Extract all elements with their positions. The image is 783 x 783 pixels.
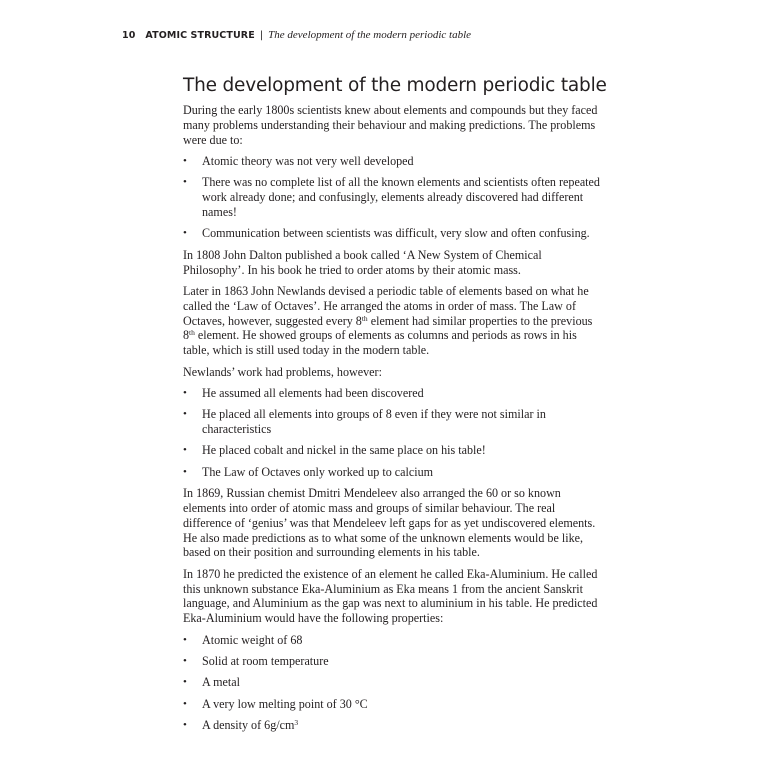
- list-item: [183, 154, 603, 169]
- list-item-text: There was no complete list of all the known elements and scientists often repeated work already done; and confusingly, elements already discovered had different names!: [202, 175, 600, 219]
- list-item-text: He assumed all elements had been discovered: [202, 385, 424, 400]
- newlands-problems-list: [183, 386, 603, 480]
- bullet-icon: •: [183, 386, 187, 399]
- eka-aluminium-paragraph: In 1870 he predicted the existence of an element he called Eka-Aluminium. He called this unknown substance Eka-Aluminium as Eka means 1 from the ancient Sanskrit language, and Aluminium as the gap was next to aluminium in his table. He predicted Eka-Aluminium would have the following properties:: [183, 566, 598, 626]
- list-item: [183, 407, 603, 437]
- page-number: 10: [122, 30, 136, 41]
- newlands-paragraph: [183, 284, 603, 358]
- list-item: [183, 718, 603, 733]
- list-item: [183, 654, 603, 669]
- list-item: [183, 386, 603, 401]
- mendeleev-paragraph: In 1869, Russian chemist Dmitri Mendeleev also arranged the 60 or so known elements into order of atomic mass and groups of similar behaviour. The real difference of ‘genius’ was that Mendeleev left gaps for as yet undiscovered elements. He also made predictions as to what some of the unknown elements would be like, based on their position and surrounding elements in his table.: [183, 486, 596, 560]
- chapter-title: The development of the modern periodic table: [268, 29, 472, 41]
- bullet-icon: •: [183, 719, 187, 732]
- eka-properties-list: [183, 633, 603, 733]
- list-item-text: Communication between scientists was difficult, very slow and often confusing.: [202, 226, 590, 241]
- intro-paragraph: During the early 1800s scientists knew about elements and compounds but they faced many problems understanding their behaviour and making predictions. The problems were due to:: [183, 103, 598, 147]
- article-body: [183, 74, 607, 740]
- list-item: [183, 633, 603, 648]
- running-head-separator: |: [259, 30, 264, 41]
- bullet-icon: •: [183, 697, 187, 710]
- problems-list: [183, 154, 603, 241]
- list-item-text: A density of 6g/cm: [202, 718, 295, 733]
- list-item-text: Solid at room temperature: [202, 654, 329, 669]
- bullet-icon: •: [183, 154, 187, 167]
- bullet-icon: •: [183, 676, 187, 689]
- list-item-text: He placed all elements into groups of 8 even if they were not similar in characteristics: [202, 407, 546, 437]
- list-item: [183, 697, 603, 712]
- page-title: The development of the modern periodic table: [183, 75, 607, 96]
- list-item-text: A very low melting point of 30 °C: [202, 696, 368, 711]
- superscript-th: th: [361, 313, 368, 323]
- list-item-text: Atomic weight of 68: [202, 632, 303, 647]
- bullet-icon: •: [183, 227, 187, 240]
- bullet-icon: •: [183, 444, 187, 457]
- list-item: [183, 465, 603, 480]
- running-head: [122, 28, 471, 43]
- list-item-text: The Law of Octaves only worked up to calcium: [202, 464, 434, 479]
- newlands-text-2: element had similar properties to the previous 8: [183, 313, 593, 343]
- newlands-text-3: element. He showed groups of elements as columns and periods as rows in his table, which is still used today in the modern table.: [183, 328, 577, 358]
- bullet-icon: •: [183, 465, 187, 478]
- list-item: [183, 226, 603, 241]
- bullet-icon: •: [183, 408, 187, 421]
- list-item: [183, 443, 603, 458]
- list-item: [183, 175, 603, 219]
- newlands-problems-intro: Newlands’ work had problems, however:: [183, 364, 382, 379]
- bullet-icon: •: [183, 655, 187, 668]
- section-name: ATOMIC STRUCTURE: [145, 30, 255, 41]
- superscript-cubed: 3: [294, 718, 299, 728]
- list-item-text: A metal: [202, 675, 240, 690]
- dalton-paragraph: In 1808 John Dalton published a book called ‘A New System of Chemical Philosophy’. In his book he tried to order atoms by their atomic mass.: [183, 247, 542, 277]
- list-item-text: He placed cobalt and nickel in the same place on his table!: [202, 443, 486, 458]
- bullet-icon: •: [183, 633, 187, 646]
- list-item: [183, 675, 603, 690]
- list-item-text: Atomic theory was not very well developed: [202, 153, 414, 168]
- newlands-text-1: Later in 1863 John Newlands devised a periodic table of elements based on what he called the ‘Law of Octaves’. He arranged the atoms in order of mass. The Law of Octaves, however, suggested every 8: [183, 283, 589, 328]
- superscript-th: th: [189, 328, 195, 338]
- bullet-icon: •: [183, 176, 187, 189]
